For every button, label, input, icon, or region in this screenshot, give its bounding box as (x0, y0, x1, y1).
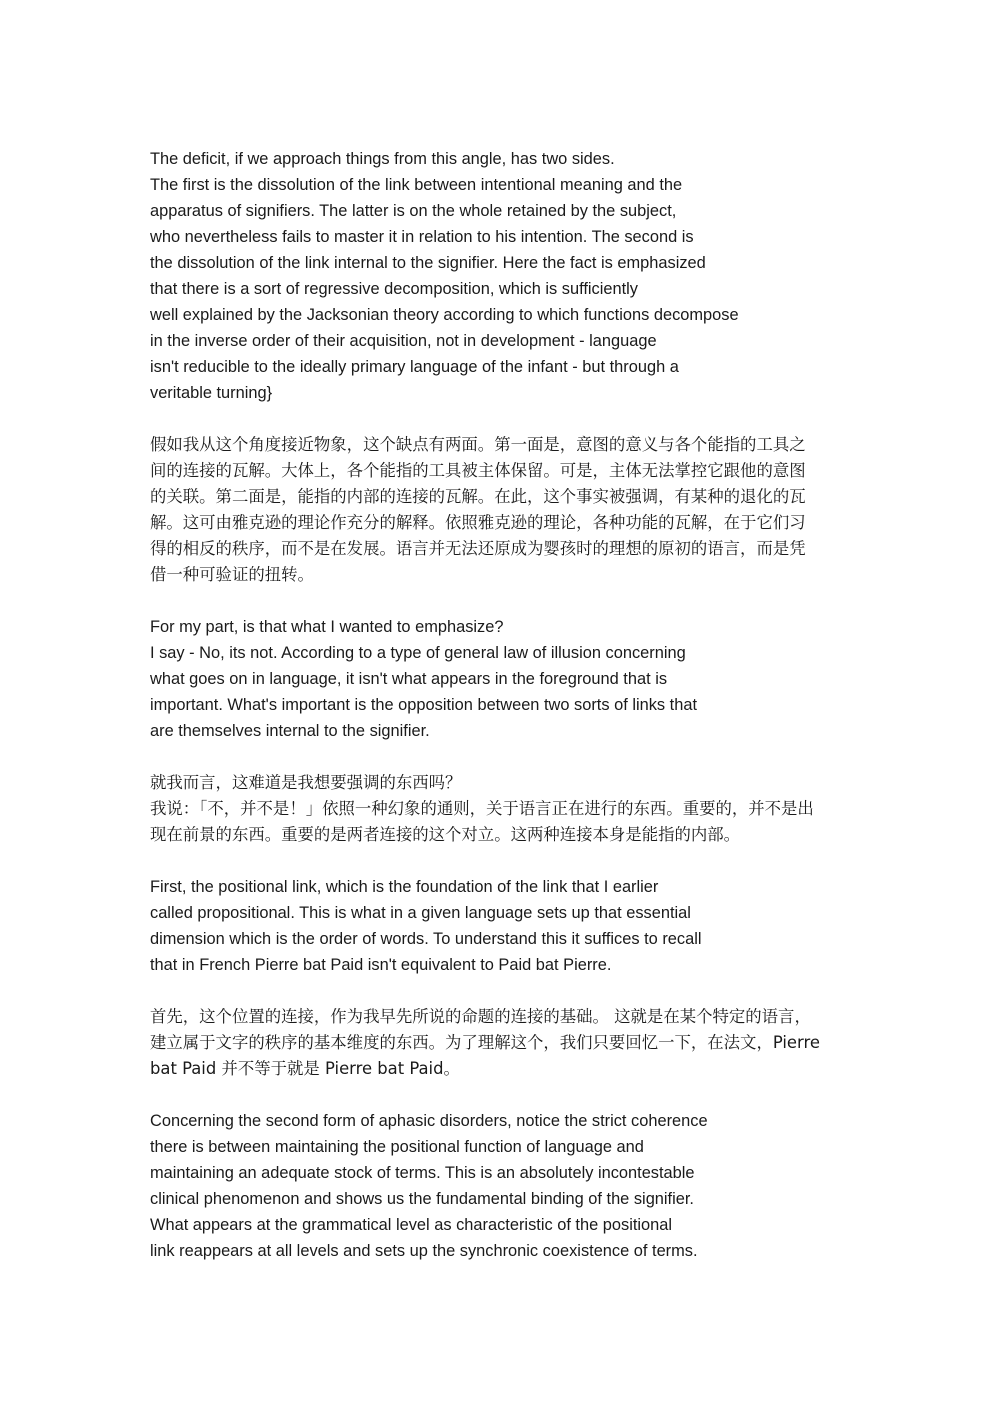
text-line: veritable turning} (150, 384, 273, 402)
text-line: in the inverse order of their acquisition, not in development - language (150, 332, 657, 350)
text-line: 间的连接的瓦解。大体上，各个能指的工具被主体保留。可是，主体无法掌控它跟他的意图 (150, 461, 806, 480)
paragraph-en-deficit (150, 146, 850, 406)
text-line: what goes on in language, it isn't what appears in the foreground that is (150, 670, 668, 688)
text-line: are themselves internal to the signifier. (150, 722, 430, 740)
text-line: called propositional. This is what in a given language sets up that essential (150, 904, 691, 922)
text-line: 我说：「不，并不是！」依照一种幻象的通则，关于语言正在进行的东西。重要的，并不是出 (150, 799, 814, 818)
text-line: well explained by the Jacksonian theory according to which functions decompose (150, 306, 739, 324)
text-line: 借一种可验证的扭转。 (150, 565, 314, 584)
text-line: apparatus of signifiers. The latter is on the whole retained by the subject, (150, 202, 677, 220)
text-line: the dissolution of the link internal to the signifier. Here the fact is emphasized (150, 254, 706, 272)
text-line: 就我而言，这难道是我想要强调的东西吗？ (150, 773, 462, 792)
paragraph-en-positional (150, 874, 850, 978)
paragraph-zh-emphasize (150, 770, 844, 848)
text-line: First, the positional link, which is the foundation of the link that I earlier (150, 878, 659, 896)
text-line: link reappears at all levels and sets up the synchronic coexistence of terms. (150, 1242, 698, 1260)
paragraph-en-emphasize (150, 614, 850, 744)
text-line: 现在前景的东西。重要的是两者连接的这个对立。这两种连接本身是能指的内部。 (150, 825, 741, 844)
text-line: What appears at the grammatical level as characteristic of the positional (150, 1216, 673, 1234)
text-line: 得的相反的秩序，而不是在发展。语言并无法还原成为婴孩时的理想的原初的语言，而是凭 (150, 539, 806, 558)
text-line: 建立属于文字的秩序的基本维度的东西。为了理解这个，我们只要回忆一下，在法文，Pierre (150, 1033, 820, 1052)
text-line: dimension which is the order of words. To understand this it suffices to recall (150, 930, 702, 948)
text-line: clinical phenomenon and shows us the fundamental binding of the signifier. (150, 1190, 694, 1208)
text-line: 首先，这个位置的连接，作为我早先所说的命题的连接的基础。 这就是在某个特定的语言， (150, 1007, 811, 1026)
text-line: isn't reducible to the ideally primary language of the infant - but through a (150, 358, 679, 376)
document-page (150, 146, 850, 1290)
text-line: The first is the dissolution of the link between intentional meaning and the (150, 176, 683, 194)
paragraph-en-aphasic (150, 1108, 850, 1264)
text-line: Concerning the second form of aphasic disorders, notice the strict coherence (150, 1112, 708, 1130)
text-line: there is between maintaining the positional function of language and (150, 1138, 644, 1156)
text-line: 假如我从这个角度接近物象，这个缺点有两面。第一面是，意图的意义与各个能指的工具之 (150, 435, 806, 454)
text-line: bat Paid 并不等于就是 Pierre bat Paid。 (150, 1059, 460, 1078)
text-line: 的关联。第二面是，能指的内部的连接的瓦解。在此，这个事实被强调，有某种的退化的瓦 (150, 487, 806, 506)
text-line: that in French Pierre bat Paid isn't equivalent to Paid bat Pierre. (150, 956, 612, 974)
text-line: maintaining an adequate stock of terms. This is an absolutely incontestable (150, 1164, 695, 1182)
text-line: that there is a sort of regressive decomposition, which is sufficiently (150, 280, 638, 298)
text-line: 解。这可由雅克逊的理论作充分的解释。依照雅克逊的理论，各种功能的瓦解，在于它们习 (150, 513, 806, 532)
text-line: I say - No, its not. According to a type of general law of illusion concerning (150, 644, 686, 662)
text-line: The deficit, if we approach things from this angle, has two sides. (150, 150, 615, 168)
text-line: who nevertheless fails to master it in relation to his intention. The second is (150, 228, 694, 246)
text-line: important. What's important is the opposition between two sorts of links that (150, 696, 698, 714)
paragraph-zh-positional (150, 1004, 844, 1082)
text-line: For my part, is that what I wanted to emphasize? (150, 618, 504, 636)
paragraph-zh-deficit (150, 432, 844, 588)
